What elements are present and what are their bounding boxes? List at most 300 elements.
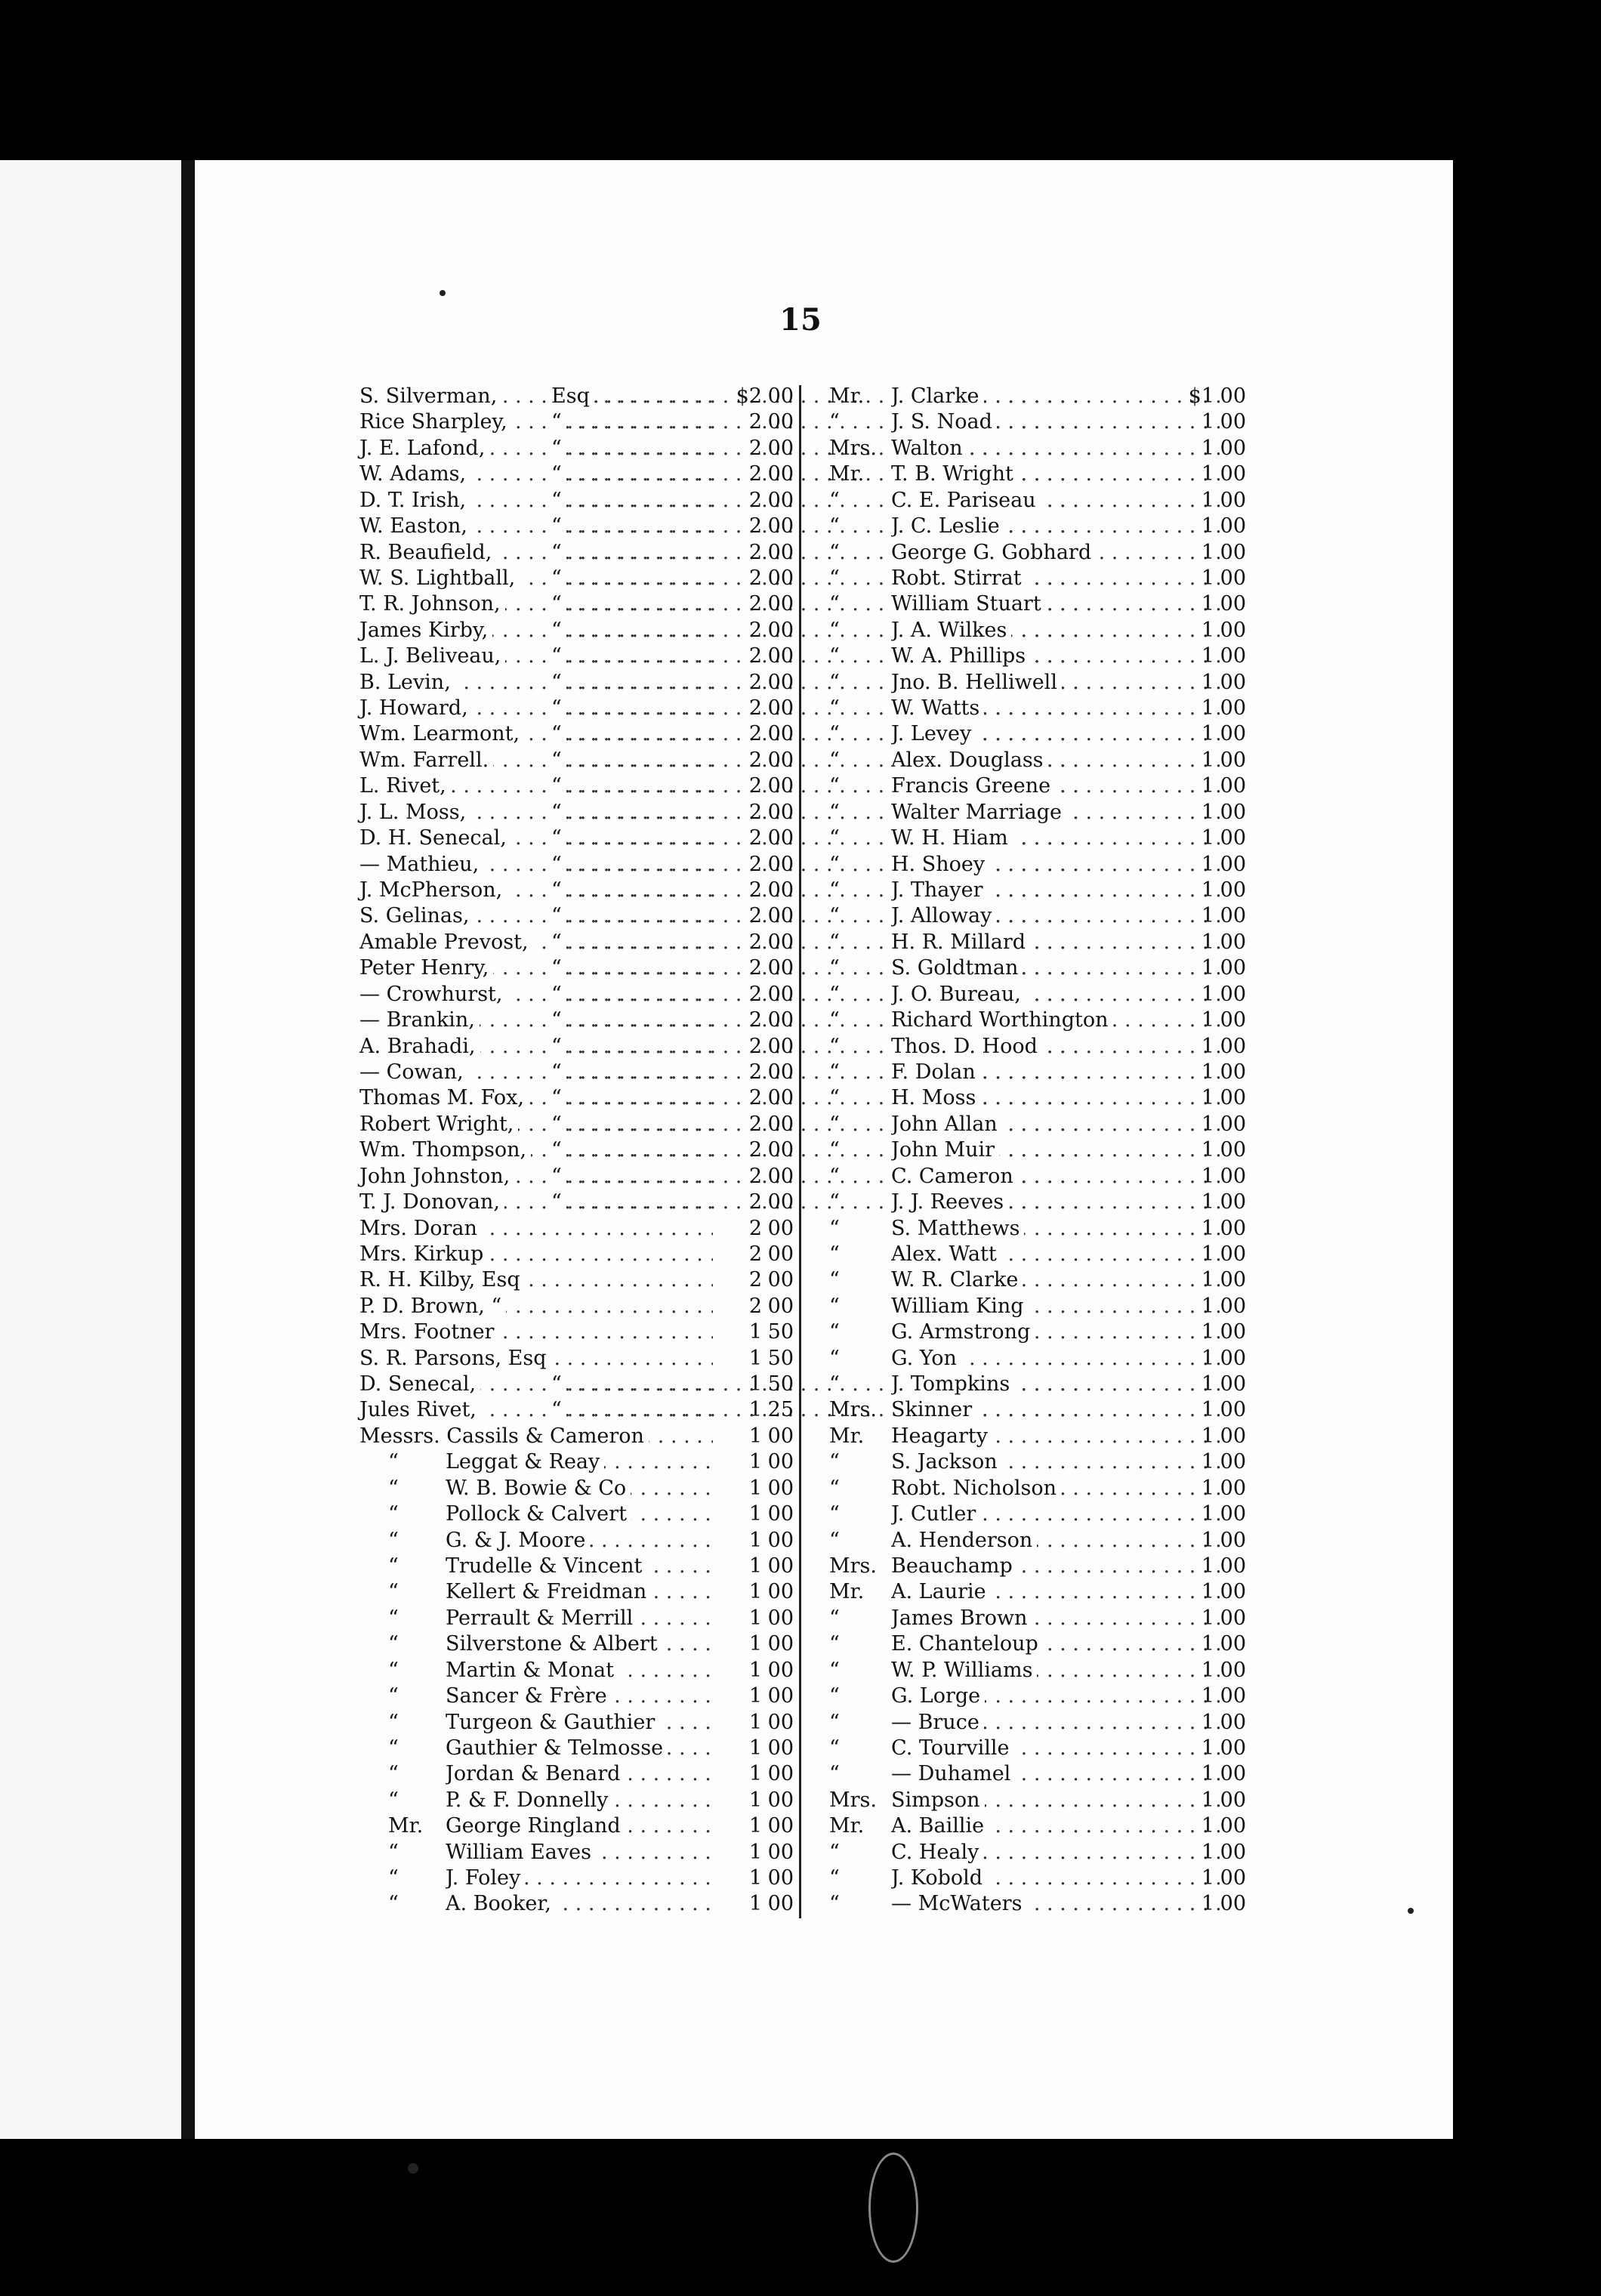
entry-prefix: “ [829, 540, 840, 564]
entry-amount [1171, 878, 1246, 903]
list-item [359, 1813, 794, 1839]
amount-dollars: 1 [1201, 904, 1214, 928]
entry-amount [1171, 1866, 1246, 1891]
entry-title [551, 1372, 713, 1397]
list-item [829, 1579, 1246, 1605]
list-item [829, 514, 1246, 539]
list-item [829, 1372, 1246, 1397]
entry-title [551, 618, 713, 643]
list-item [359, 1319, 794, 1345]
amount-dollars: 1 [748, 1580, 762, 1604]
entry-name [359, 540, 496, 566]
amount-dollars: 1 [1201, 1632, 1214, 1656]
entry-name-text: C. Cameron [891, 1165, 1018, 1188]
entry-name-text: P. D. Brown, “ [359, 1295, 506, 1318]
list-item [359, 1397, 794, 1423]
entry-amount [1171, 1579, 1246, 1605]
list-item [829, 1216, 1246, 1242]
entry-title-text: “ [551, 1060, 566, 1084]
list-item [359, 930, 794, 955]
amount-dollars: 1 [1201, 1476, 1214, 1500]
entry-name-text: W. A. Phillips [891, 644, 1030, 668]
entry-name-text: J. O. Bureau, [891, 983, 1026, 1006]
amount-cents: 00 [767, 1892, 794, 1916]
amount-dollars: 1 [748, 1892, 762, 1916]
list-item [829, 670, 1246, 696]
entry-amount [1171, 1267, 1246, 1293]
amount-dollars: 1 [1201, 1736, 1214, 1760]
list-item [359, 1554, 794, 1579]
amount-dollars: 2 [748, 410, 762, 434]
scratch-mark [868, 2152, 918, 2263]
entry-title-text: “ [551, 1165, 566, 1188]
entry-name [359, 903, 474, 929]
entry-name [359, 1085, 529, 1111]
amount-cents: 00 [767, 826, 794, 850]
entry-amount [1171, 1554, 1246, 1579]
entry-name [359, 1397, 481, 1423]
amount-dollars: 2 [748, 852, 762, 876]
entry-prefix: “ [388, 1554, 399, 1578]
amount-cents: 00 [1220, 618, 1246, 642]
entry-amount [718, 1242, 794, 1267]
entry-name-text: — Brankin, [359, 1008, 480, 1032]
amount-cents: 00 [1220, 592, 1246, 616]
entry-name-text: — Mathieu, [359, 853, 483, 876]
entry-name-text: J. Clarke [891, 384, 984, 408]
amount-cents: 00 [1220, 1684, 1246, 1708]
amount-cents: 00 [1220, 774, 1246, 798]
list-item [359, 1761, 794, 1787]
entry-amount [1171, 852, 1246, 878]
entry-amount [718, 1554, 794, 1579]
amount-dollars: 1 [1201, 878, 1214, 903]
entry-prefix: “ [829, 514, 840, 539]
entry-name [359, 852, 483, 878]
entry-title-text: “ [551, 1035, 566, 1058]
amount-dollars: 2 [748, 1138, 762, 1162]
entry-amount [1171, 1112, 1246, 1137]
entry-name-text: Rice Sharpley, [359, 410, 512, 434]
entry-name-text: J. C. Leslie [891, 514, 1004, 538]
amount-dollars: 1 [1201, 1268, 1214, 1292]
entry-amount [1171, 591, 1246, 617]
entry-title-text: “ [551, 671, 566, 694]
entry-prefix: “ [829, 644, 840, 668]
amount-dollars: 1 [748, 1476, 762, 1500]
amount-dollars: 2 [748, 1294, 762, 1318]
amount-dollars: 1 [1201, 852, 1214, 876]
list-item [359, 748, 794, 773]
entry-amount [718, 1008, 794, 1033]
entry-name [446, 1710, 713, 1736]
amount-cents: 00 [767, 1216, 794, 1240]
entry-amount [718, 696, 794, 721]
entry-amount [1171, 488, 1246, 514]
entry-amount [1171, 1242, 1246, 1267]
entry-name [446, 1813, 713, 1839]
entry-prefix: “ [829, 1060, 840, 1084]
entry-amount [718, 773, 794, 799]
entry-name-text: J. L. Moss, [359, 801, 470, 824]
entry-name [359, 1294, 713, 1319]
entry-prefix: “ [829, 1736, 840, 1760]
entry-prefix: “ [388, 1502, 399, 1526]
entry-title [551, 488, 713, 514]
amount-dollars: 1 [1201, 1684, 1214, 1708]
entry-amount [718, 1319, 794, 1345]
entry-prefix: “ [829, 1632, 840, 1656]
entry-prefix: “ [829, 1502, 840, 1526]
entry-name [359, 878, 507, 903]
amount-dollars: 1 [1201, 1138, 1214, 1162]
amount-cents: 00 [767, 1710, 794, 1734]
entry-amount [1171, 1190, 1246, 1215]
entry-prefix: “ [829, 982, 840, 1006]
amount-cents: 00 [767, 1684, 794, 1708]
amount-cents: 00 [1220, 1216, 1246, 1240]
entry-title-text: “ [551, 1398, 566, 1421]
entry-prefix: “ [829, 1294, 840, 1318]
amount-dollars: 1 [1201, 956, 1214, 980]
entry-prefix: “ [829, 852, 840, 876]
amount-dollars: 1 [1201, 1814, 1214, 1838]
entry-amount [1171, 1319, 1246, 1345]
list-item [359, 1034, 794, 1060]
entry-prefix: “ [388, 1866, 399, 1890]
entry-amount [1171, 1424, 1246, 1449]
list-item [829, 1008, 1246, 1033]
amount-dollars: 1 [1201, 1762, 1214, 1786]
list-item [829, 800, 1246, 826]
list-item [829, 618, 1246, 643]
entry-prefix: “ [829, 1008, 840, 1032]
entry-prefix: “ [829, 1476, 840, 1500]
amount-dollars: 1 [1201, 1554, 1214, 1578]
list-item [829, 1242, 1246, 1267]
list-item [359, 1190, 794, 1215]
entry-amount [1171, 1216, 1246, 1242]
entry-name [446, 1891, 713, 1917]
entry-name-text: T. R. Johnson, [359, 592, 505, 616]
entry-name [359, 800, 470, 826]
entry-name-text: John Johnston, [359, 1165, 514, 1188]
entry-prefix: “ [829, 1892, 840, 1916]
amount-cents: 00 [767, 1632, 794, 1656]
entry-name-text: J. S. Noad [891, 410, 997, 434]
entry-prefix: “ [829, 1606, 840, 1630]
entry-amount [718, 384, 794, 409]
entry-name-text: A. Booker, [446, 1892, 556, 1915]
list-item [359, 800, 794, 826]
entry-name-text: L. J. Beliveau, [359, 644, 505, 668]
entry-name-text: — Duhamel [891, 1762, 1015, 1785]
amount-dollars: 1 [1201, 1320, 1214, 1344]
entry-name [359, 436, 489, 461]
amount-cents: 00 [767, 956, 794, 980]
entry-amount [718, 1579, 794, 1605]
amount-cents: 00 [1220, 1554, 1246, 1578]
entry-amount [718, 1788, 794, 1813]
entry-amount [1171, 696, 1246, 721]
amount-cents: 00 [1220, 1346, 1246, 1370]
list-item [359, 1242, 794, 1267]
entry-title [551, 540, 713, 566]
entry-amount [718, 436, 794, 461]
entry-title [551, 696, 713, 721]
entry-prefix: “ [829, 1762, 840, 1786]
amount-cents: 00 [1220, 1788, 1246, 1812]
entry-name-text: — Bruce [891, 1711, 984, 1734]
entry-name-text: Pollock & Calvert [446, 1502, 631, 1526]
entry-prefix: “ [829, 1710, 840, 1734]
amount-cents: 00 [1220, 1320, 1246, 1344]
list-item [829, 1606, 1246, 1631]
entry-title [551, 721, 713, 747]
entry-amount [718, 1736, 794, 1761]
entry-name [359, 488, 470, 514]
entry-title-text: “ [551, 774, 566, 798]
list-item [829, 1554, 1246, 1579]
entry-amount [1171, 1891, 1246, 1917]
amount-cents: 00 [1220, 1632, 1246, 1656]
amount-dollars: 1 [1201, 696, 1214, 721]
amount-dollars: 1 [1201, 1840, 1214, 1864]
entry-name-text: S. R. Parsons, Esq [359, 1347, 551, 1370]
entry-title-text: “ [551, 1008, 566, 1032]
list-item [359, 852, 794, 878]
entry-title-text: “ [551, 437, 566, 460]
list-item [359, 1164, 794, 1190]
amount-dollars: 1 [748, 1762, 762, 1786]
amount-dollars: 2 [748, 1190, 762, 1214]
entry-prefix: “ [388, 1450, 399, 1474]
entry-name-text: Mrs. Kirkup [359, 1242, 488, 1266]
amount-cents: 00 [1220, 1008, 1246, 1032]
entry-amount [1171, 1164, 1246, 1190]
amount-cents: 00 [767, 1476, 794, 1500]
entry-title-text: “ [551, 566, 566, 590]
entry-amount [718, 800, 794, 826]
entry-prefix: “ [829, 488, 840, 512]
entry-name [359, 748, 493, 773]
list-item [359, 903, 794, 929]
amount-cents: 00 [1220, 1476, 1246, 1500]
entry-prefix: “ [388, 1580, 399, 1604]
entry-amount [718, 930, 794, 955]
amount-dollars: 1 [1201, 1346, 1214, 1370]
entry-amount [1171, 748, 1246, 773]
list-item [359, 1528, 794, 1554]
list-item [829, 540, 1246, 566]
entry-name-text: A. Brahadi, [359, 1035, 480, 1058]
list-item [829, 1736, 1246, 1761]
entry-name-text: S. Gelinas, [359, 904, 474, 927]
list-item [359, 1294, 794, 1319]
entry-amount [1171, 773, 1246, 799]
entry-title [551, 1060, 713, 1085]
entry-prefix: “ [829, 670, 840, 694]
entry-name [446, 1554, 713, 1579]
amount-dollars: 1 [748, 1736, 762, 1760]
entry-name-text: William Eaves [446, 1841, 596, 1864]
list-item [359, 1424, 794, 1449]
entry-name [359, 696, 473, 721]
amount-cents: 00 [767, 1606, 794, 1630]
entry-name-text: Skinner [891, 1398, 976, 1421]
amount-cents: 00 [767, 462, 794, 486]
entry-name-text: W. Easton, [359, 514, 472, 538]
entry-name [359, 566, 520, 591]
entry-name-text: Jordan & Benard [446, 1762, 625, 1785]
entry-prefix: “ [829, 1268, 840, 1292]
entry-name [446, 1631, 713, 1657]
entry-prefix: “ [829, 410, 840, 434]
list-item [829, 955, 1246, 981]
amount-dollars: 2 [748, 514, 762, 539]
amount-cents: 00 [767, 1450, 794, 1474]
entry-prefix: “ [829, 1684, 840, 1708]
entry-title-text: “ [551, 410, 566, 434]
entry-amount [1171, 930, 1246, 955]
list-item [829, 773, 1246, 799]
entry-amount [1171, 1736, 1246, 1761]
list-item [359, 409, 794, 435]
entry-name-text: John Allan [891, 1113, 1002, 1136]
amount-cents: 00 [767, 410, 794, 434]
amount-cents: 00 [1220, 1736, 1246, 1760]
list-item [829, 696, 1246, 721]
entry-title [551, 955, 713, 981]
entry-amount [718, 618, 794, 643]
entry-prefix: Mr. [829, 384, 865, 408]
entry-amount [718, 1085, 794, 1111]
entry-amount [1171, 1346, 1246, 1372]
list-item [829, 1164, 1246, 1190]
entry-name-text: Heagarty [891, 1424, 992, 1448]
entry-prefix: “ [829, 722, 840, 746]
amount-cents: 50 [767, 1320, 794, 1344]
amount-cents: 00 [767, 540, 794, 564]
entry-prefix: Mr. [388, 1814, 424, 1838]
list-item [359, 1267, 794, 1293]
list-item [829, 643, 1246, 669]
entry-amount [1171, 409, 1246, 435]
entry-name-text: A. Baillie [891, 1814, 989, 1838]
entry-name-text: James Brown [891, 1606, 1032, 1630]
list-item [829, 721, 1246, 747]
list-item [359, 721, 794, 747]
entry-name-text: Robt. Stirrat [891, 566, 1026, 590]
entry-prefix: “ [388, 1736, 399, 1760]
list-item [359, 1137, 794, 1163]
amount-cents: 00 [767, 1190, 794, 1214]
entry-name-text: S. Goldtman [891, 956, 1023, 980]
list-item [359, 591, 794, 617]
entry-amount [1171, 436, 1246, 461]
entry-name-text: W. H. Hiam [891, 826, 1013, 850]
amount-cents: 00 [1220, 982, 1246, 1006]
entry-amount [718, 1476, 794, 1501]
amount-cents: 00 [1220, 1606, 1246, 1630]
entry-prefix: “ [829, 1450, 840, 1474]
entry-prefix: “ [829, 1840, 840, 1864]
list-item [829, 1190, 1246, 1215]
entry-title [551, 1137, 713, 1163]
entry-title [551, 670, 713, 696]
amount-dollars: 1 [1201, 1502, 1214, 1526]
list-item [829, 1267, 1246, 1293]
entry-prefix: “ [829, 1138, 840, 1162]
entry-amount [718, 409, 794, 435]
amount-dollars: 2 [748, 696, 762, 721]
list-item [829, 1112, 1246, 1137]
amount-dollars: 1 [1201, 488, 1214, 512]
entry-title-text: “ [551, 541, 566, 564]
amount-cents: 00 [767, 1866, 794, 1890]
entry-name-text: H. R. Millard [891, 930, 1030, 954]
amount-dollars: 1 [1201, 1008, 1214, 1032]
entry-name [359, 618, 492, 643]
list-item [359, 1085, 794, 1111]
entry-prefix: “ [388, 1658, 399, 1682]
amount-dollars: 2 [748, 904, 762, 928]
amount-cents: 00 [1220, 462, 1246, 486]
entry-amount [1171, 1761, 1246, 1787]
entry-title [551, 566, 713, 591]
book-spine [181, 160, 195, 2139]
amount-dollars: 2 [748, 930, 762, 954]
list-item [829, 1060, 1246, 1085]
amount-cents: 00 [1220, 1710, 1246, 1734]
list-item [829, 930, 1246, 955]
list-item [829, 1866, 1246, 1891]
ink-speck [1408, 1908, 1414, 1914]
entry-name-text: Beauchamp [891, 1554, 1017, 1578]
entry-name-text: C. Tourville [891, 1736, 1013, 1760]
entry-title [551, 826, 713, 851]
entry-title [551, 436, 713, 461]
entry-name-text: J. Foley [446, 1866, 525, 1890]
entry-title [551, 773, 713, 799]
entry-name-text: S. Jackson [891, 1450, 1002, 1474]
entry-title-text: “ [551, 592, 566, 616]
amount-dollars: 1 [1201, 1060, 1214, 1084]
entry-amount [1171, 1528, 1246, 1554]
entry-title-text: “ [551, 696, 566, 720]
list-item [359, 1216, 794, 1242]
entry-amount [1171, 461, 1246, 487]
list-item [359, 566, 794, 591]
amount-cents: 00 [1220, 956, 1246, 980]
entry-title [551, 930, 713, 955]
amount-dollars: 1 [748, 1398, 762, 1422]
amount-cents: 00 [1220, 1892, 1246, 1916]
entry-name-text: Wm. Thompson, [359, 1138, 531, 1162]
amount-dollars: 1 [748, 1632, 762, 1656]
entry-name [446, 1476, 713, 1501]
entry-name-text: B. Levin, [359, 671, 455, 694]
amount-cents: 00 [767, 982, 794, 1006]
amount-cents: 00 [767, 852, 794, 876]
entry-amount [1171, 1060, 1246, 1085]
list-item [829, 748, 1246, 773]
entry-name-text: H. Moss [891, 1086, 980, 1109]
entry-name [359, 1372, 480, 1397]
amount-dollars: 2 [748, 618, 762, 642]
entry-amount [1171, 721, 1246, 747]
list-item [359, 1631, 794, 1657]
